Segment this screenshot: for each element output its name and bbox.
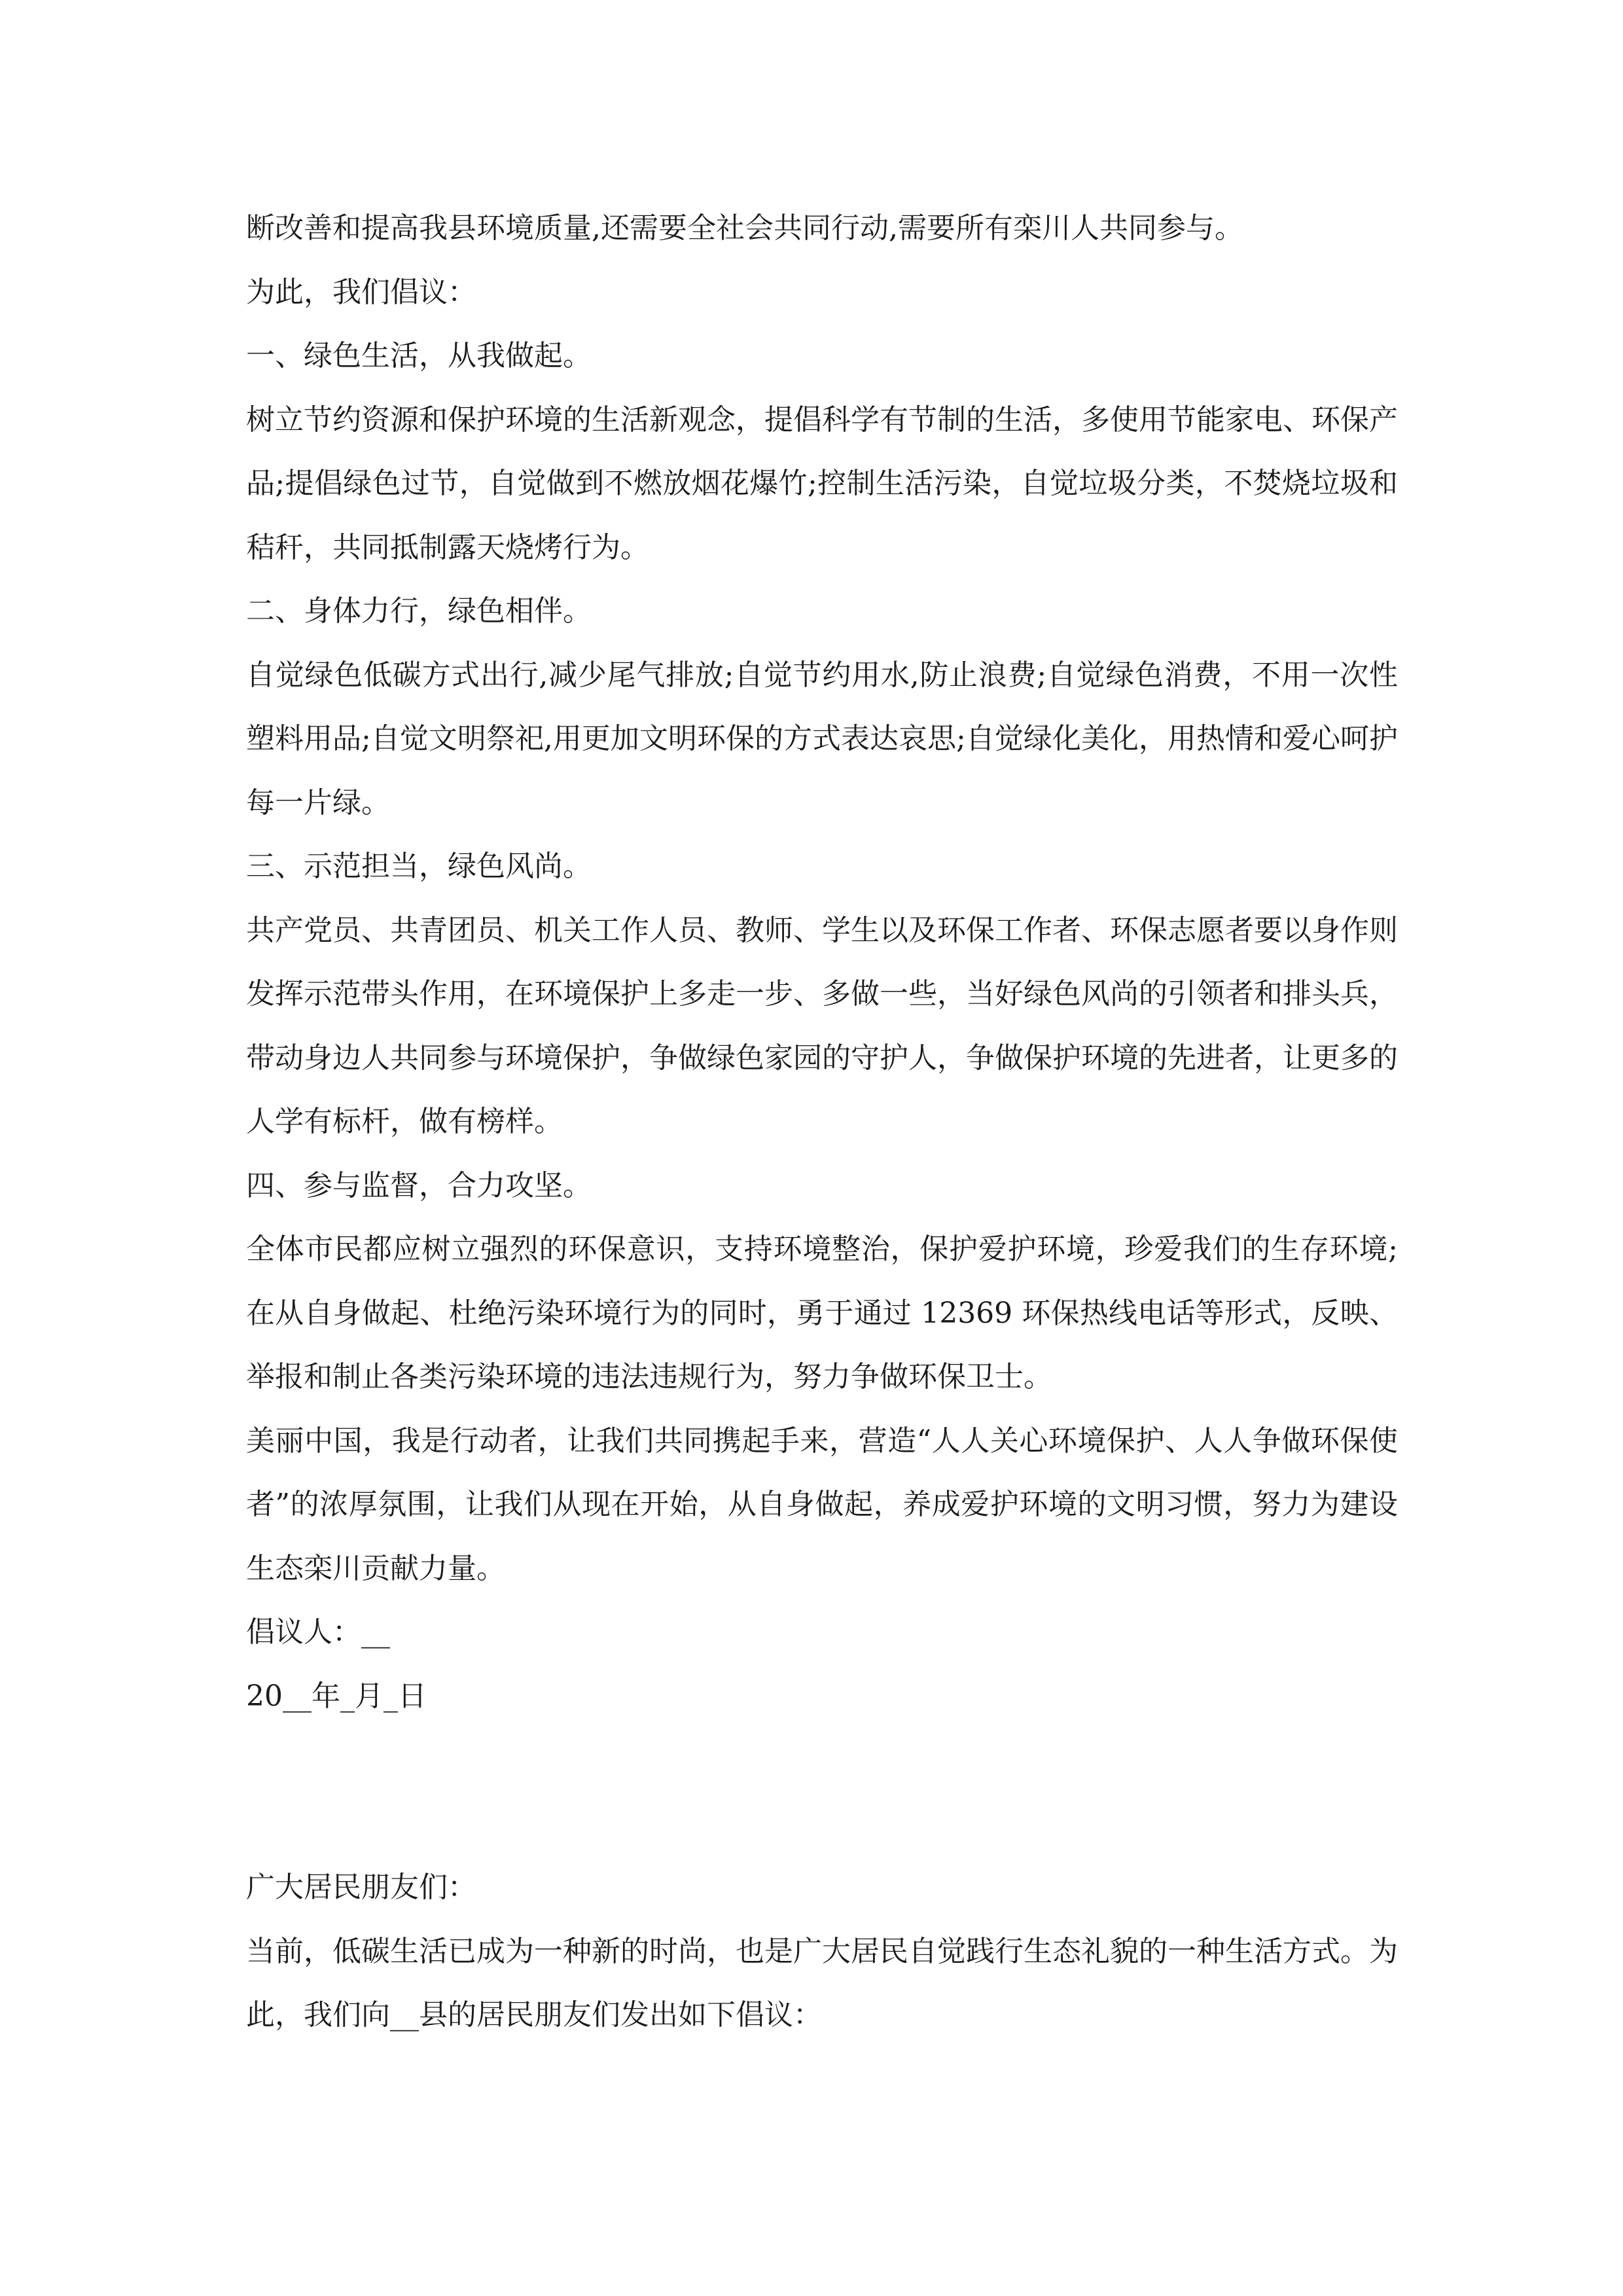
salutation: 广大居民朋友们：: [246, 1871, 476, 1904]
section-heading: 二、身体力行，绿色相伴。: [246, 594, 592, 628]
document-body: [246, 196, 1398, 2047]
paragraph: 共产党员、共青团员、机关工作人员、教师、学生以及环保工作者、环保志愿者要以身作则发挥示范带头作用，在环境保护上多走一步、多做一些，当好绿色风尚的引领者和排头兵，带动身边人共同参与环境保护，争做绿色家园的守护人，争做保护环境的先进者，让更多的人学有标杆，做有榜样。: [246, 913, 1398, 1138]
paragraph: 美丽中国，我是行动者，让我们共同携起手来，营造“人人关心环境保护、人人争做环保使者”的浓厚氛围，让我们从现在开始，从自身做起，养成爱护环境的文明习惯，努力为建设生态栾川贡献力量。: [246, 1424, 1398, 1585]
signature-line: 倡议人：__: [246, 1615, 390, 1649]
paragraph: 树立节约资源和保护环境的生活新观念，提倡科学有节制的生活，多使用节能家电、环保产品;提倡绿色过节，自觉做到不燃放烟花爆竹;控制生活污染，自觉垃圾分类，不焚烧垃圾和秸秆，共同抵制露天烧烤行为。: [246, 403, 1398, 564]
paragraph: 为此，我们倡议：: [246, 275, 476, 309]
paragraph: 断改善和提高我县环境质量,还需要全社会共同行动,需要所有栾川人共同参与。: [246, 211, 1243, 245]
date-line: 20__年_月_日: [246, 1679, 427, 1713]
section-heading: 四、参与监督，合力攻坚。: [246, 1168, 592, 1202]
section-gap: [246, 1728, 1398, 1856]
section-heading: 三、示范担当，绿色风尚。: [246, 850, 592, 883]
paragraph: 当前，低碳生活已成为一种新的时尚，也是广大居民自觉践行生态礼貌的一种生活方式。为此，我们向__县的居民朋友们发出如下倡议：: [246, 1934, 1398, 2032]
paragraph: 自觉绿色低碳方式出行,减少尾气排放;自觉节约用水,防止浪费;自觉绿色消费，不用一次性塑料用品;自觉文明祭祀,用更加文明环保的方式表达哀思;自觉绿化美化，用热情和爱心呵护每一片绿。: [246, 658, 1398, 819]
paragraph: 全体市民都应树立强烈的环保意识，支持环境整治，保护爱护环境，珍爱我们的生存环境;在从自身做起、杜绝污染环境行为的同时，勇于通过 12369 环保热线电话等形式，反映、举报和制止各类污染环境的违法违规行为，努力争做环保卫士。: [246, 1232, 1398, 1393]
section-heading: 一、绿色生活，从我做起。: [246, 339, 592, 372]
